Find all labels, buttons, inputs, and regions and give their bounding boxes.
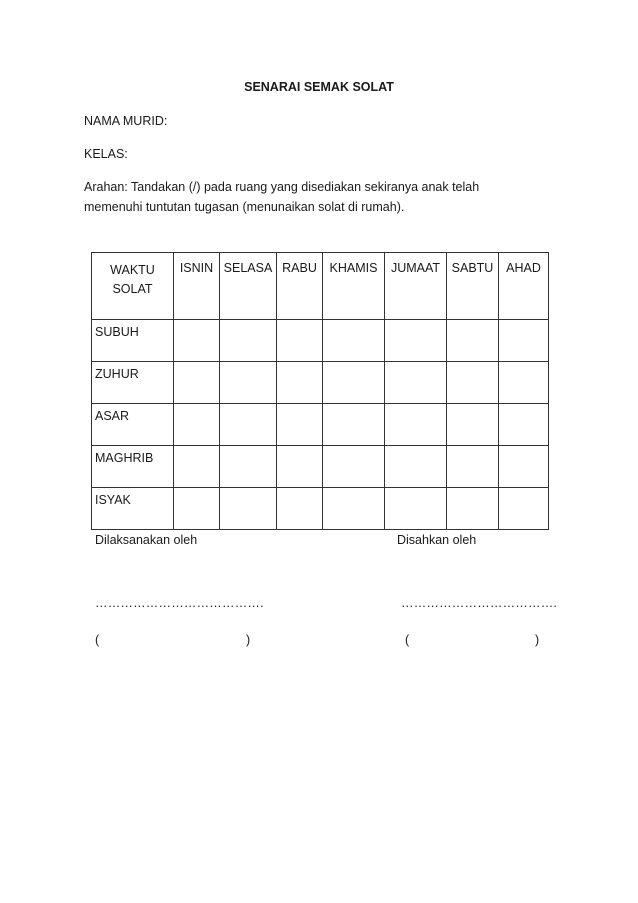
- checkbox-cell[interactable]: [174, 446, 220, 488]
- checkbox-cell[interactable]: [323, 362, 385, 404]
- checkbox-cell[interactable]: [174, 488, 220, 530]
- checkbox-cell[interactable]: [385, 488, 447, 530]
- header-day-rabu: RABU: [277, 253, 323, 320]
- checkbox-cell[interactable]: [220, 320, 277, 362]
- name-paren-close-right: ): [535, 633, 540, 647]
- document-title: SENARAI SEMAK SOLAT: [244, 80, 394, 94]
- row-label-asar: ASAR: [92, 404, 174, 446]
- checkbox-cell[interactable]: [277, 362, 323, 404]
- checkbox-cell[interactable]: [447, 446, 499, 488]
- checkbox-cell[interactable]: [220, 362, 277, 404]
- checkbox-cell[interactable]: [499, 404, 549, 446]
- table-header-row: [92, 253, 549, 320]
- checkbox-cell[interactable]: [499, 488, 549, 530]
- checkbox-cell[interactable]: [323, 320, 385, 362]
- checkbox-cell[interactable]: [277, 404, 323, 446]
- checkbox-cell[interactable]: [220, 404, 277, 446]
- name-paren-open-left: (: [95, 633, 100, 647]
- checkbox-cell[interactable]: [220, 488, 277, 530]
- header-day-sabtu: SABTU: [447, 253, 499, 320]
- name-paren-close-left: ): [246, 633, 251, 647]
- row-label-isyak: ISYAK: [92, 488, 174, 530]
- signature-line-left: ………………………………….: [95, 596, 264, 610]
- checkbox-cell[interactable]: [447, 488, 499, 530]
- checkbox-cell[interactable]: [174, 320, 220, 362]
- prayer-checklist-table: [91, 252, 549, 530]
- checkbox-cell[interactable]: [385, 404, 447, 446]
- table-row: [92, 446, 549, 488]
- checkbox-cell[interactable]: [174, 404, 220, 446]
- checkbox-cell[interactable]: [385, 362, 447, 404]
- checkbox-cell[interactable]: [499, 320, 549, 362]
- header-day-selasa: SELASA: [220, 253, 277, 320]
- checkbox-cell[interactable]: [385, 446, 447, 488]
- checkbox-cell[interactable]: [323, 404, 385, 446]
- nama-murid-label: NAMA MURID:: [84, 114, 168, 128]
- instructions-line-1: Arahan: Tandakan (/) pada ruang yang disediakan sekiranya anak telah: [84, 180, 480, 194]
- checkbox-cell[interactable]: [174, 362, 220, 404]
- checkbox-cell[interactable]: [447, 404, 499, 446]
- dilaksanakan-oleh-label: Dilaksanakan oleh: [95, 533, 198, 547]
- checkbox-cell[interactable]: [277, 488, 323, 530]
- header-day-khamis: KHAMIS: [323, 253, 385, 320]
- header-waktu-solat: WAKTU SOLAT: [92, 253, 174, 320]
- row-label-maghrib: MAGHRIB: [92, 446, 174, 488]
- checkbox-cell[interactable]: [323, 446, 385, 488]
- checkbox-cell[interactable]: [323, 488, 385, 530]
- row-label-zuhur: ZUHUR: [92, 362, 174, 404]
- checkbox-cell[interactable]: [499, 446, 549, 488]
- header-day-jumaat: JUMAAT: [385, 253, 447, 320]
- table-row: [92, 362, 549, 404]
- checkbox-cell[interactable]: [447, 362, 499, 404]
- checkbox-cell[interactable]: [447, 320, 499, 362]
- header-day-isnin: ISNIN: [174, 253, 220, 320]
- row-label-subuh: SUBUH: [92, 320, 174, 362]
- table-row: [92, 320, 549, 362]
- table-row: [92, 488, 549, 530]
- checkbox-cell[interactable]: [277, 446, 323, 488]
- disahkan-oleh-label: Disahkan oleh: [397, 533, 477, 547]
- name-paren-open-right: (: [405, 633, 410, 647]
- header-day-ahad: AHAD: [499, 253, 549, 320]
- checkbox-cell[interactable]: [220, 446, 277, 488]
- checkbox-cell[interactable]: [385, 320, 447, 362]
- signature-line-right: ……………………………….: [401, 596, 558, 610]
- checkbox-cell[interactable]: [499, 362, 549, 404]
- kelas-label: KELAS:: [84, 147, 128, 161]
- instructions-line-2: memenuhi tuntutan tugasan (menunaikan solat di rumah).: [84, 200, 405, 214]
- checkbox-cell[interactable]: [277, 320, 323, 362]
- table-row: [92, 404, 549, 446]
